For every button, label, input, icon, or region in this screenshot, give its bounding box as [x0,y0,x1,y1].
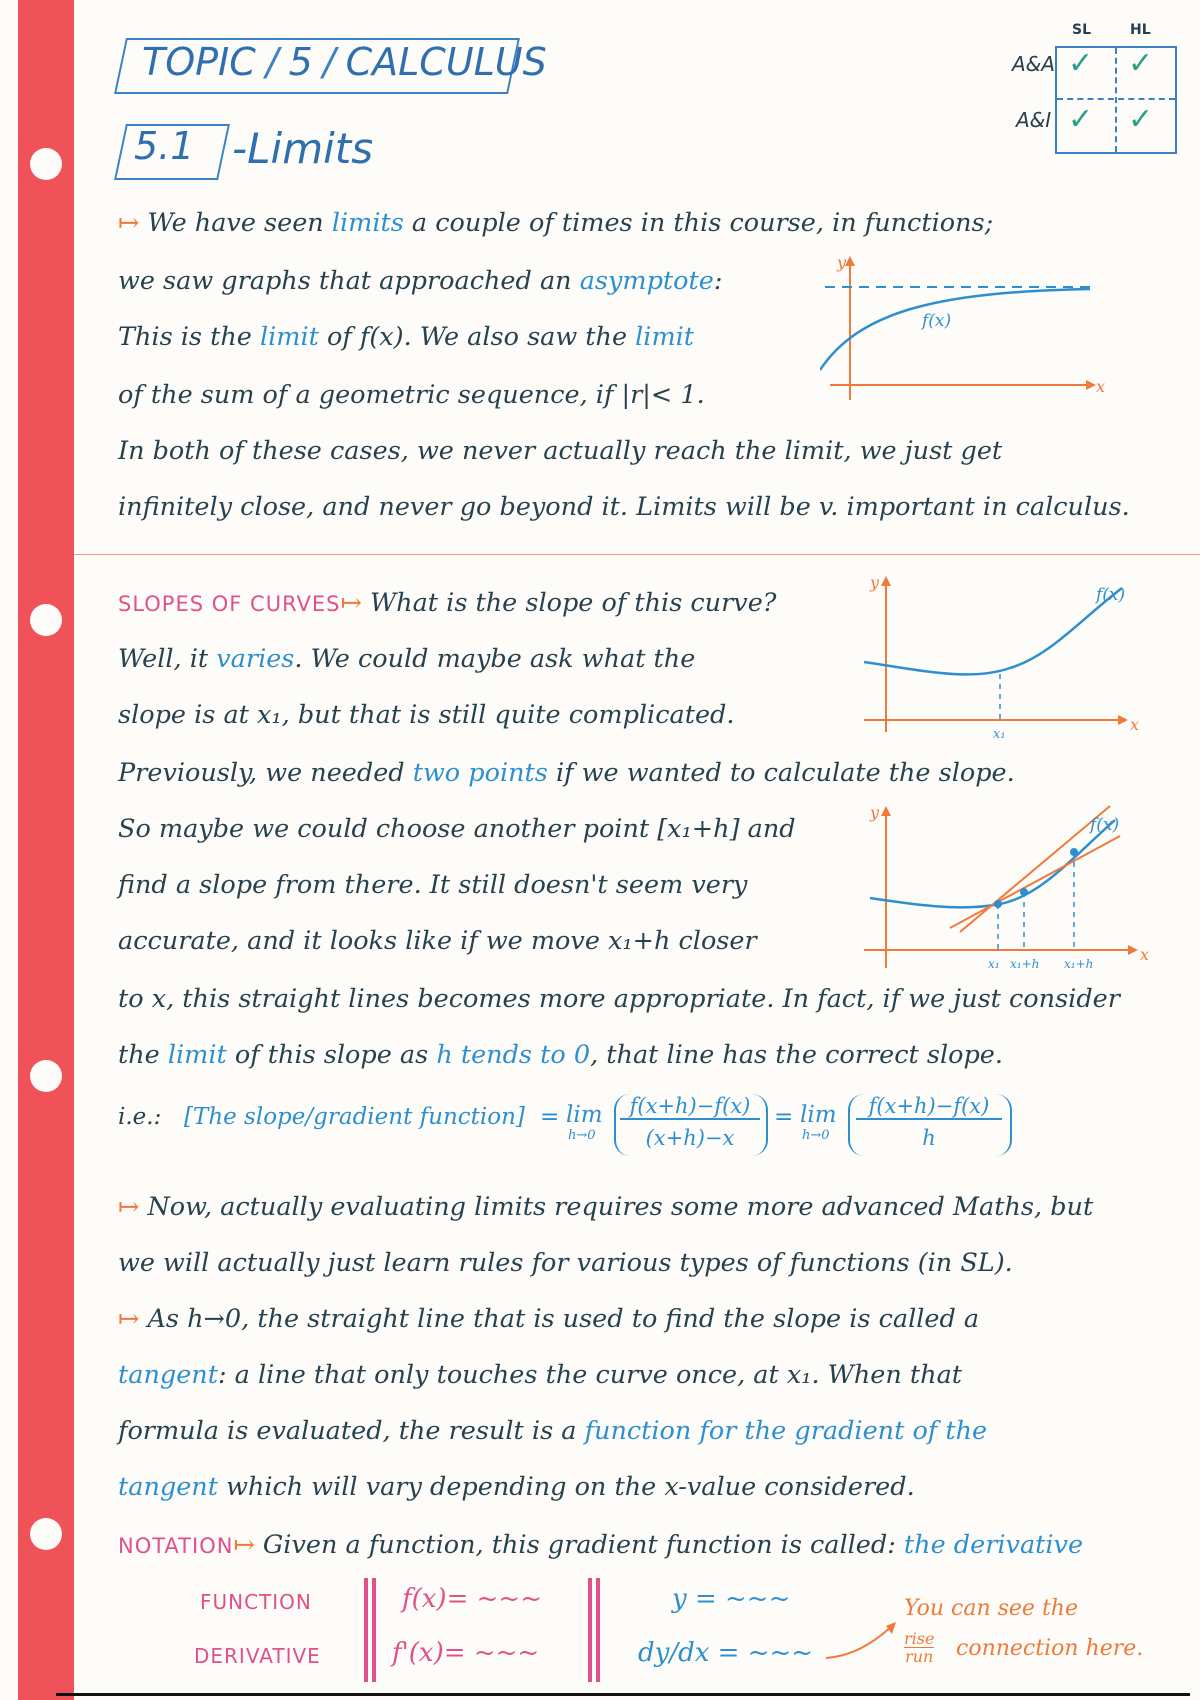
formula-bracket: [The slope/gradient function] [184,1104,525,1130]
side-note-line-1: You can see the [904,1596,1078,1621]
secant-graph [860,800,1160,980]
intro-line-5: In both of these cases, we never actually reach the limit, we just get [118,436,1003,466]
formula-prefix: i.e.: [118,1104,162,1130]
limit-symbol: lim [800,1102,837,1128]
grid-col-sl: SL [1072,22,1092,38]
svg-text:x₁+h: x₁+h [1064,957,1094,971]
asymptote-graph [820,250,1110,410]
fraction-2-den: h [922,1126,936,1150]
x-axis-arrowhead [1086,380,1096,390]
check-icon: ✓ [1068,102,1094,137]
slopes-heading: SLOPES OF CURVES [118,592,341,616]
derivative-notation-2: dy/dx = ~~~ [638,1638,814,1668]
check-icon: ✓ [1068,46,1094,81]
y-axis-arrowhead [845,256,855,266]
slopes-line-3: slope is at x₁, but that is still quite complicated. [118,700,735,730]
table-label-function: FUNCTION [200,1590,312,1614]
slopes-line-4: Previously, we needed two points if we wanted to calculate the slope. [118,758,1015,788]
binder-hole [30,1060,62,1092]
para2-line-6: tangent which will vary depending on the x-value considered. [118,1472,915,1502]
para2-line-3: ↦ As h→0, the straight line that is used to find the slope is called a [118,1304,980,1334]
arrow-icon: ↦ [118,208,140,238]
svg-text:x₁+h: x₁+h [1010,957,1040,971]
limit-symbol: lim [566,1102,603,1128]
rise-run-fraction: rise run [904,1629,935,1666]
slopes-line-7: accurate, and it looks like if we move x₁+h closer [118,926,757,956]
fraction-1-num: f(x+h)−f(x) [620,1094,760,1120]
topic-number: 5 [288,40,313,84]
intro-line-6: infinitely close, and never go beyond it. Limits will be v. important in calculus. [118,492,1130,522]
intro-line-1: ↦ We have seen limits a couple of times in this course, in functions; [118,208,994,238]
para2-line-4: tangent: a line that only touches the curve once, at x₁. When that [118,1360,963,1390]
notation-heading: NOTATION [118,1534,234,1558]
para2-line-2: we will actually just learn rules for various types of functions (in SL). [118,1248,1013,1278]
slopes-line-5: So maybe we could choose another point [x₁+h] and [118,814,796,844]
svg-text:f(x): f(x) [1096,585,1126,605]
curved-arrow-icon [822,1614,902,1664]
grid-row-aa: A&A [1012,52,1055,76]
binder-hole [30,148,62,180]
curve-label: f(x) [922,311,952,331]
slopes-line-8: to x, this straight lines becomes more appropriate. In fact, if we just consider [118,984,1120,1014]
svg-text:x₁: x₁ [988,957,1000,971]
slopes-line-9: the limit of this slope as h tends to 0, that line has the correct slope. [118,1040,1003,1070]
intro-line-2: we saw graphs that approached an asymptote: [118,266,723,296]
secant-line [960,806,1110,932]
grid-col-hl: HL [1130,22,1151,38]
grid-row-ai: A&I [1016,108,1052,132]
slope-curve-graph [860,570,1150,740]
slopes-line-1: SLOPES OF CURVES↦ What is the slope of this curve? [118,588,777,618]
side-note-line-2: connection here. [956,1636,1144,1661]
para2-line-1: ↦ Now, actually evaluating limits requires some more advanced Maths, but [118,1192,1094,1222]
svg-text:x: x [1140,945,1150,964]
svg-text:y: y [870,573,880,592]
y-axis-label: y [837,253,847,272]
arrow-icon: ↦ [118,1192,140,1222]
fraction-2-num: f(x+h)−f(x) [856,1094,1002,1120]
function-notation-2: y = ~~~ [672,1584,791,1614]
svg-text:y: y [870,803,880,822]
binder-hole [30,604,62,636]
slopes-line-2: Well, it varies. We could maybe ask what the [118,644,696,674]
page-bottom-rule [56,1693,1190,1696]
binder-hole [30,1518,62,1550]
arrow-icon: ↦ [118,1304,140,1334]
arrow-icon: ↦ [233,1530,255,1560]
notation-line: NOTATION↦ Given a function, this gradient function is called: the derivative [118,1530,1084,1560]
check-icon: ✓ [1128,46,1154,81]
topic-name: CALCULUS [345,40,547,84]
table-label-derivative: DERIVATIVE [194,1644,321,1668]
function-notation-1: f(x)= ~~~ [402,1584,542,1614]
derivative-notation-1: f'(x)= ~~~ [392,1638,540,1668]
section-title: -Limits [232,124,374,173]
section-number: 5.1 [134,124,195,168]
topic-title: TOPIC / 5 / CALCULUS [142,40,547,84]
topic-label: TOPIC [142,40,256,84]
svg-text:x: x [1130,715,1140,734]
red-margin [18,0,74,1700]
check-icon: ✓ [1128,102,1154,137]
section-divider [74,554,1200,555]
arrow-icon: ↦ [340,588,362,618]
fraction-1-den: (x+h)−x [645,1126,735,1150]
para2-line-5: formula is evaluated, the result is a function for the gradient of the [118,1416,988,1446]
intro-line-4: of the sum of a geometric sequence, if |r|< 1. [118,380,705,410]
svg-text:f(x): f(x) [1090,815,1120,835]
slopes-line-6: find a slope from there. It still doesn't seem very [118,870,748,900]
curve [820,289,1090,370]
intro-line-3: This is the limit of f(x). We also saw the limit [118,322,695,352]
x-axis-label: x [1096,377,1106,396]
svg-text:x₁: x₁ [993,727,1006,740]
secant-line [950,836,1120,928]
